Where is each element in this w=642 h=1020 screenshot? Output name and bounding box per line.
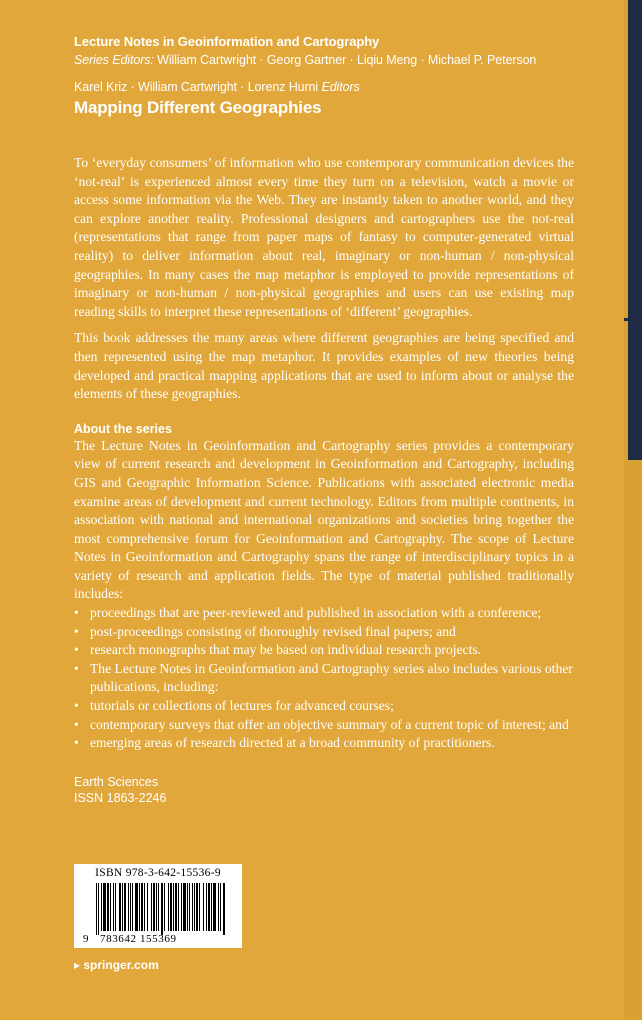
barcode-bar bbox=[144, 883, 145, 931]
barcode-bar bbox=[128, 883, 129, 931]
subject-category: Earth Sciences bbox=[74, 774, 159, 789]
barcode-bar bbox=[183, 883, 186, 931]
barcode-bar bbox=[158, 883, 159, 931]
about-series-heading: About the series bbox=[74, 421, 172, 436]
list-item-text: proceedings that are peer-reviewed and published in association with a conference; bbox=[90, 605, 542, 621]
barcode-bar bbox=[96, 883, 97, 935]
book-editors-names: Karel Kriz · William Cartwright · Lorenz Hurni bbox=[74, 80, 319, 94]
barcode-bar bbox=[147, 883, 148, 931]
barcode-bar bbox=[213, 883, 216, 931]
bullet-icon: • bbox=[74, 623, 79, 639]
ean-first-digit: 9 bbox=[83, 933, 89, 945]
barcode-bar bbox=[139, 883, 140, 931]
barcode-bar bbox=[168, 883, 169, 931]
book-editors bbox=[74, 80, 574, 94]
list-item bbox=[74, 734, 574, 753]
bullet-icon: • bbox=[74, 660, 79, 676]
list-item bbox=[74, 623, 574, 642]
barcode-bar bbox=[208, 883, 210, 931]
description-paragraph-2: This book addresses the many areas where different geographies are being specified and then represented using the map metaphor. It provides examples of new theories being developed and practical mapping applications that are used to inform about or analyse the elements of these geographies. bbox=[74, 330, 574, 402]
barcode-bar bbox=[187, 883, 188, 931]
list-item-text: contemporary surveys that offer an objective summary of a current topic of interest; and bbox=[90, 716, 569, 732]
barcode-bar bbox=[124, 883, 126, 931]
isbn-label: ISBN 978-3-642-15536-9 bbox=[95, 867, 221, 879]
isbn-barcode bbox=[74, 864, 242, 948]
barcode-bar bbox=[113, 883, 114, 931]
barcode-bar bbox=[194, 883, 195, 931]
barcode-bar bbox=[203, 883, 204, 931]
bullet-icon: • bbox=[74, 605, 79, 621]
barcode-bar bbox=[135, 883, 138, 931]
barcode-bar bbox=[103, 883, 106, 931]
barcode-bar bbox=[161, 883, 163, 935]
barcode-bar bbox=[170, 883, 172, 931]
list-item bbox=[74, 660, 574, 697]
list-item-text: post-proceedings consisting of thoroughly revised final papers; and bbox=[90, 623, 456, 639]
barcode-bar bbox=[101, 883, 102, 931]
barcode-bar bbox=[107, 883, 109, 931]
spine-marker bbox=[624, 318, 628, 321]
barcode-bar bbox=[110, 883, 111, 931]
series-title: Lecture Notes in Geoinformation and Cartography bbox=[74, 34, 380, 49]
barcode-bar bbox=[119, 883, 121, 931]
barcode-bar bbox=[153, 883, 155, 931]
barcode-bar bbox=[199, 883, 200, 931]
series-editors-names: William Cartwright · Georg Gartner · Liqiu Meng · Michael P. Peterson bbox=[157, 53, 537, 67]
barcode-bar bbox=[223, 883, 225, 935]
bullet-icon: • bbox=[74, 716, 79, 732]
bullet-icon: • bbox=[74, 735, 79, 751]
barcode-bar bbox=[156, 883, 157, 931]
barcode-bar bbox=[189, 883, 190, 931]
bullet-icon: • bbox=[74, 698, 79, 714]
barcode-icon bbox=[96, 883, 226, 935]
list-item-text: The Lecture Notes in Geoinformation and Cartography series also includes various other publications, including: bbox=[90, 660, 573, 695]
series-editors-label: Series Editors: bbox=[74, 53, 154, 67]
issn: ISSN 1863-2246 bbox=[74, 790, 167, 805]
barcode-bar bbox=[181, 883, 182, 931]
barcode-bar bbox=[151, 883, 152, 931]
book-editors-label: Editors bbox=[321, 80, 360, 94]
barcode-bar bbox=[164, 883, 165, 931]
list-item-text: tutorials or collections of lectures for advanced courses; bbox=[90, 698, 394, 714]
publication-types-list bbox=[74, 604, 574, 753]
barcode-bar bbox=[175, 883, 177, 931]
barcode-bar bbox=[192, 883, 193, 931]
back-cover-content bbox=[74, 34, 574, 805]
list-item bbox=[74, 716, 574, 735]
barcode-bar bbox=[122, 883, 123, 931]
barcode-bar bbox=[141, 883, 143, 931]
barcode-bar bbox=[220, 883, 221, 931]
arrow-icon: ▸ bbox=[74, 958, 81, 972]
barcode-bar bbox=[206, 883, 207, 931]
barcode-bar bbox=[115, 883, 116, 931]
spine-band bbox=[628, 0, 642, 460]
barcode-bar bbox=[98, 883, 99, 935]
list-item bbox=[74, 604, 574, 623]
barcode-bar bbox=[173, 883, 174, 931]
barcode-bar bbox=[196, 883, 198, 931]
publisher-link[interactable] bbox=[74, 958, 159, 972]
barcode-bar bbox=[130, 883, 131, 931]
list-item bbox=[74, 641, 574, 660]
list-item-text: research monographs that may be based on individual research projects. bbox=[90, 642, 482, 658]
bullet-icon: • bbox=[74, 642, 79, 658]
list-item bbox=[74, 697, 574, 716]
barcode-bar bbox=[178, 883, 179, 931]
book-title: Mapping Different Geographies bbox=[74, 98, 322, 117]
series-editors bbox=[74, 53, 574, 67]
publisher-url: springer.com bbox=[83, 958, 159, 972]
list-item-text: emerging areas of research directed at a broad community of practitioners. bbox=[90, 735, 495, 751]
description-paragraph-1: To ‘everyday consumers’ of information who use contemporary communication devices the ‘not-real’ is experienced almost every time they turn on a television, watch a movie or access some information via the Web. They are instantly taken to another world, and they can explore another reality. Professional designers and cartographers use the not-real (representations that range from paper maps of fantasy to computer-generated virtual reality) to deliver information about real, imaginary or non-human / non-physical geographies. In many cases the map metaphor is employed to provide representations of imaginary or non-human / non-physical geographies and users can use existing map reading skills to interpret these representations of ‘different’ geographies. bbox=[74, 155, 574, 319]
barcode-bar bbox=[211, 883, 212, 931]
about-series-text: The Lecture Notes in Geoinformation and Cartography series provides a contemporary view of current research and development in Geoinformation and Cartography, including GIS and Geographic Information Science. Publications with associated electronic media examine areas of development and current technology. Editors from multiple continents, in association with national and international organizations and societies bring together the most comprehensive forum for Geoinformation and Cartography. The scope of Lecture Notes in Geoinformation and Cartography spans the range of interdisciplinary topics in a variety of research and application fields. The type of material published traditionally includes: bbox=[74, 437, 574, 602]
ean-digits: 783642 155369 bbox=[100, 933, 177, 945]
barcode-bar bbox=[132, 883, 133, 931]
barcode-bar bbox=[218, 883, 219, 931]
